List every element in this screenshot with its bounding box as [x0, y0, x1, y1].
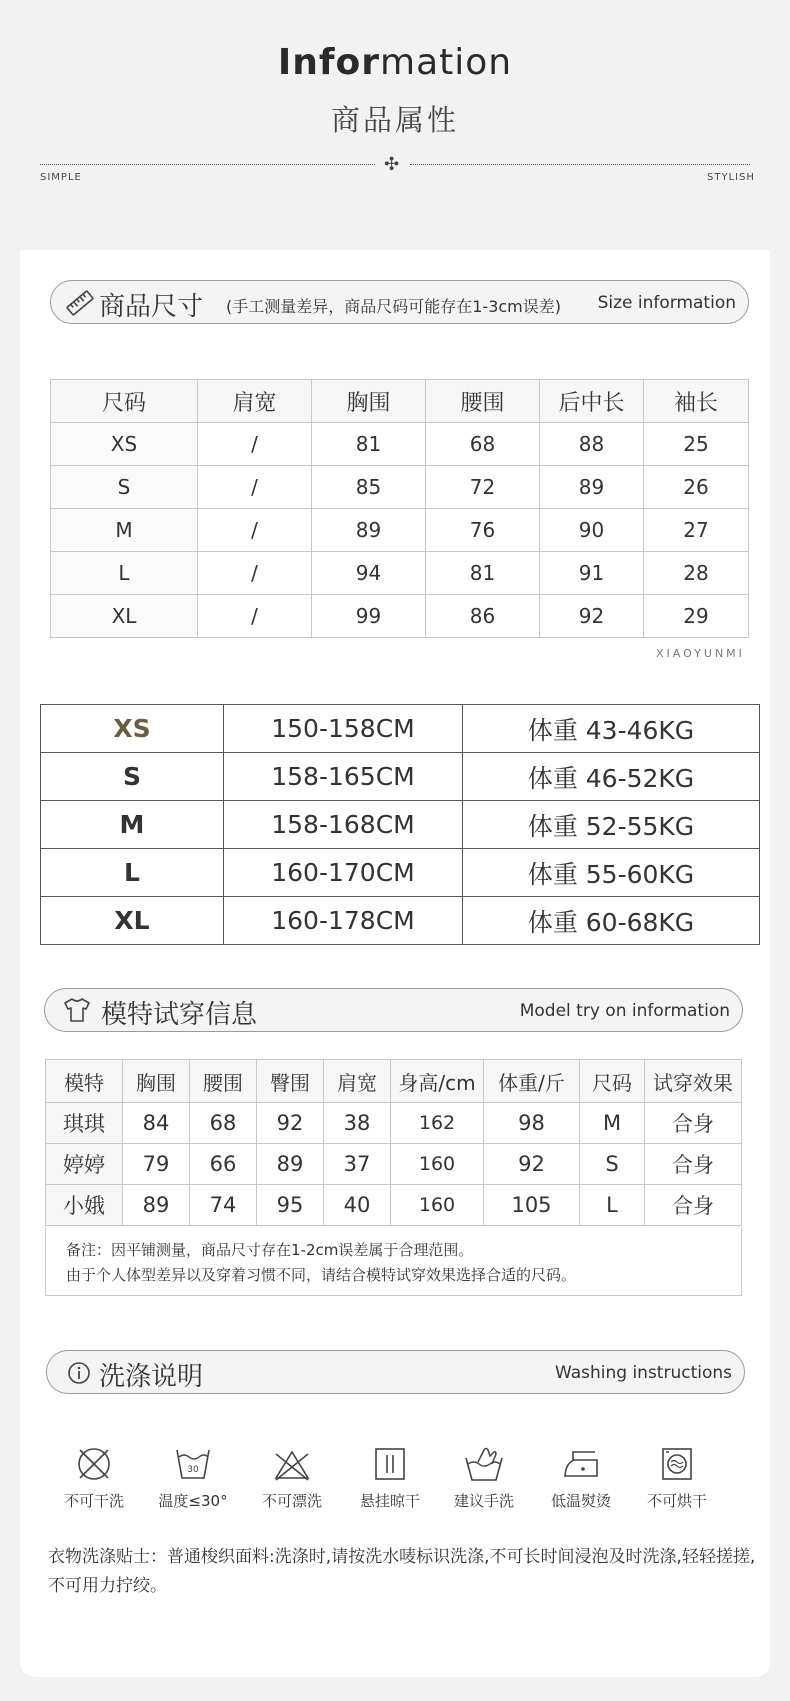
model-col-header: 身高/cm	[391, 1060, 484, 1103]
table-cell: 81	[312, 423, 426, 466]
size-section-note: (手工测量差异，商品尺码可能存在1-3cm误差)	[226, 297, 562, 316]
recommend-size-xs: XS	[41, 705, 224, 753]
table-cell: L	[580, 1185, 645, 1226]
table-cell: 合身	[645, 1185, 742, 1226]
wash-section-english: Washing instructions	[554, 1363, 732, 1383]
divider-left	[40, 164, 375, 165]
remark-line-1: 备注：因平铺测量，商品尺寸存在1-2cm误差属于合理范围。	[66, 1241, 474, 1259]
table-cell: 琪琪	[46, 1103, 123, 1144]
no-dry-clean-icon	[74, 1444, 114, 1484]
wash-label: 低温熨烫	[550, 1492, 611, 1510]
table-cell: XL	[51, 595, 198, 638]
size-section-header	[50, 280, 749, 324]
wash-section-title: 洗涤说明	[99, 1362, 204, 1392]
wash-item-hand-wash	[444, 1444, 524, 1511]
recommend-weight: 体重 52-55KG	[463, 801, 760, 849]
page-title	[0, 42, 790, 83]
recommend-height: 150-158CM	[224, 705, 463, 753]
table-row	[46, 1144, 742, 1185]
table-cell: L	[51, 552, 198, 595]
table-cell: /	[198, 509, 312, 552]
wash-label: 不可干洗	[63, 1492, 124, 1510]
model-remark	[45, 1228, 742, 1296]
table-cell: 40	[324, 1185, 391, 1226]
model-section-english: Model try on information	[519, 1001, 730, 1021]
model-col-header: 模特	[46, 1060, 123, 1103]
table-row	[46, 1185, 742, 1226]
size-table	[50, 379, 749, 638]
table-cell: 37	[324, 1144, 391, 1185]
wash-temp-badge: 30	[187, 1465, 199, 1475]
wash-30-icon	[173, 1444, 213, 1484]
no-tumble-dry-icon	[657, 1444, 697, 1484]
wash-item-no-dry-clean	[54, 1444, 134, 1511]
wash-label: 悬挂晾干	[359, 1492, 420, 1510]
table-cell: 婷婷	[46, 1144, 123, 1185]
table-cell: 小娥	[46, 1185, 123, 1226]
table-cell: 79	[123, 1144, 190, 1185]
table-cell: M	[580, 1103, 645, 1144]
wash-item-no-bleach	[252, 1444, 332, 1511]
brand-label: XIAOYUNMI	[656, 647, 745, 660]
shirt-icon	[63, 997, 91, 1023]
model-col-header: 肩宽	[324, 1060, 391, 1103]
recommend-size: XL	[41, 897, 224, 945]
wash-label: 不可烘干	[646, 1492, 707, 1510]
model-col-header: 尺码	[580, 1060, 645, 1103]
table-cell: 95	[257, 1185, 324, 1226]
table-cell: /	[198, 595, 312, 638]
wash-tip	[48, 1543, 758, 1601]
table-cell: 29	[644, 595, 749, 638]
table-cell: S	[51, 466, 198, 509]
size-section-title: 商品尺寸	[99, 292, 204, 322]
wash-label: 温度≤30°	[158, 1492, 228, 1510]
table-cell: S	[580, 1144, 645, 1185]
info-circle-icon	[67, 1361, 91, 1385]
wash-label: 建议手洗	[453, 1492, 514, 1510]
hang-dry-icon	[370, 1444, 410, 1484]
model-section-title: 模特试穿信息	[101, 1000, 258, 1030]
model-section-header	[44, 988, 743, 1032]
table-cell: 74	[190, 1185, 257, 1226]
table-cell: 81	[426, 552, 540, 595]
recommend-size: S	[41, 753, 224, 801]
recommend-weight: 体重 60-68KG	[463, 897, 760, 945]
table-cell: 26	[644, 466, 749, 509]
table-cell: 94	[312, 552, 426, 595]
ruler-icon	[65, 288, 95, 318]
table-cell: 72	[426, 466, 540, 509]
wash-label: 不可漂洗	[261, 1492, 322, 1510]
table-cell: 66	[190, 1144, 257, 1185]
table-cell: 84	[123, 1103, 190, 1144]
table-cell: XS	[51, 423, 198, 466]
size-col-header: 肩宽	[198, 380, 312, 423]
model-col-header: 体重/斤	[484, 1060, 580, 1103]
recommend-weight: 体重 46-52KG	[463, 753, 760, 801]
table-row	[41, 801, 760, 849]
table-cell: 38	[324, 1103, 391, 1144]
recommend-height: 158-168CM	[224, 801, 463, 849]
table-cell: 28	[644, 552, 749, 595]
divider-cross-icon: ✣	[384, 154, 400, 175]
table-cell: /	[198, 423, 312, 466]
table-cell: 98	[484, 1103, 580, 1144]
table-cell: 89	[257, 1144, 324, 1185]
model-col-header: 臀围	[257, 1060, 324, 1103]
table-row	[41, 849, 760, 897]
table-cell: 27	[644, 509, 749, 552]
table-row	[51, 509, 749, 552]
hand-wash-icon	[462, 1444, 506, 1484]
table-row	[51, 595, 749, 638]
table-row	[41, 705, 760, 753]
table-row	[41, 753, 760, 801]
table-cell: 92	[484, 1144, 580, 1185]
table-cell: 86	[426, 595, 540, 638]
table-cell: 160	[391, 1185, 484, 1226]
model-col-header: 腰围	[190, 1060, 257, 1103]
size-col-header: 后中长	[540, 380, 644, 423]
title-bold: Infor	[277, 42, 381, 83]
table-cell: /	[198, 466, 312, 509]
table-cell: 160	[391, 1144, 484, 1185]
wash-item-no-tumble-dry	[637, 1444, 717, 1511]
recommend-height: 158-165CM	[224, 753, 463, 801]
recommend-size: L	[41, 849, 224, 897]
table-row	[51, 552, 749, 595]
table-cell: 76	[426, 509, 540, 552]
recommend-table	[40, 704, 760, 945]
wash-section-header	[46, 1350, 745, 1394]
recommend-size: M	[41, 801, 224, 849]
tag-simple: SIMPLE	[40, 172, 82, 183]
table-row	[51, 423, 749, 466]
wash-tip-label: 衣物洗涤贴士：	[48, 1547, 167, 1567]
table-cell: 92	[540, 595, 644, 638]
table-row	[46, 1103, 742, 1144]
table-cell: 85	[312, 466, 426, 509]
recommend-height: 160-170CM	[224, 849, 463, 897]
recommend-height: 160-178CM	[224, 897, 463, 945]
table-cell: 89	[312, 509, 426, 552]
page-subtitle: 商品属性	[330, 103, 459, 137]
table-cell: /	[198, 552, 312, 595]
recommend-weight: 体重 55-60KG	[463, 849, 760, 897]
model-col-header: 试穿效果	[645, 1060, 742, 1103]
table-cell: 合身	[645, 1103, 742, 1144]
wash-item-30	[153, 1444, 233, 1511]
model-table	[45, 1059, 742, 1226]
table-cell: 90	[540, 509, 644, 552]
table-cell: M	[51, 509, 198, 552]
table-cell: 25	[644, 423, 749, 466]
table-cell: 105	[484, 1185, 580, 1226]
table-cell: 89	[123, 1185, 190, 1226]
table-cell: 88	[540, 423, 644, 466]
table-cell: 68	[426, 423, 540, 466]
title-rest: mation	[380, 42, 513, 83]
no-bleach-icon	[272, 1444, 312, 1484]
table-cell: 91	[540, 552, 644, 595]
wash-item-hang-dry	[350, 1444, 430, 1511]
size-col-header: 腰围	[426, 380, 540, 423]
size-col-header: 尺码	[51, 380, 198, 423]
size-col-header: 袖长	[644, 380, 749, 423]
table-cell: 162	[391, 1103, 484, 1144]
table-row	[41, 897, 760, 945]
remark-line-2: 由于个人体型差异以及穿着习惯不同，请结合模特试穿效果选择合适的尺码。	[66, 1266, 577, 1284]
low-iron-icon	[559, 1444, 603, 1484]
size-col-header: 胸围	[312, 380, 426, 423]
divider-right	[410, 164, 750, 165]
table-row	[51, 466, 749, 509]
table-cell: 89	[540, 466, 644, 509]
recommend-weight: 体重 43-46KG	[463, 705, 760, 753]
wash-item-low-iron	[541, 1444, 621, 1511]
size-section-english: Size information	[597, 293, 736, 313]
table-cell: 99	[312, 595, 426, 638]
table-cell: 92	[257, 1103, 324, 1144]
table-cell: 合身	[645, 1144, 742, 1185]
tag-stylish: STYLISH	[707, 172, 755, 183]
table-cell: 68	[190, 1103, 257, 1144]
wash-tip-text: 普通梭织面料:洗涤时,请按洗水唛标识洗涤,不可长时间浸泡及时洗涤,轻轻搓搓,不可用力拧绞。	[48, 1547, 756, 1596]
model-col-header: 胸围	[123, 1060, 190, 1103]
